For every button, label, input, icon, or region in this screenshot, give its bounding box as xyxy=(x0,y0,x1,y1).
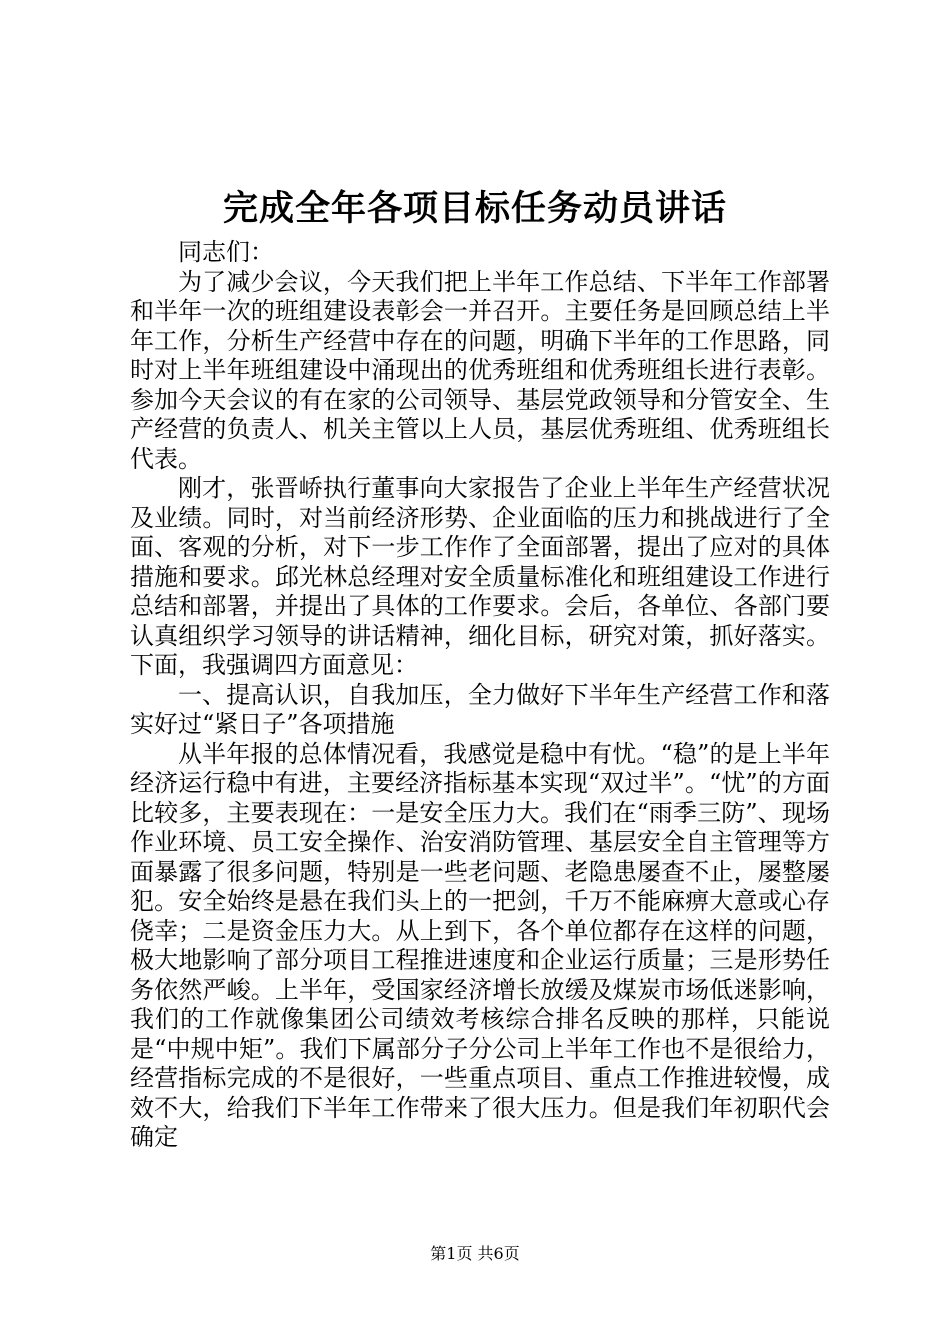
document-body xyxy=(130,238,830,1153)
document-title: 完成全年各项目标任务动员讲话 xyxy=(222,188,727,229)
body-paragraph: 刚才，张晋峤执行董事向大家报告了企业上半年生产经营状况及业绩。同时，对当前经济形势、企业面临的压力和挑战进行了全面、客观的分析，对下一步工作作了全面部署，提出了应对的具体措施和要求。邱光林总经理对安全质量标准化和班组建设工作进行总结和部署，并提出了具体的工作要求。会后，各单位、各部门要认真组织学习领导的讲话精神，细化目标，研究对策，抓好落实。下面，我强调四方面意见： xyxy=(130,474,830,679)
salutation-paragraph: 同志们： xyxy=(178,238,274,266)
body-paragraph: 为了减少会议，今天我们把上半年工作总结、下半年工作部署和半年一次的班组建设表彰会一并召开。主要任务是回顾总结上半年工作，分析生产经营中存在的问题，明确下半年的工作思路，同时对上半年班组建设中涌现出的优秀班组和优秀班组长进行表彰。参加今天会议的有在家的公司领导、基层党政领导和分管安全、生产经营的负责人、机关主管以上人员，基层优秀班组、优秀班组长代表。 xyxy=(130,267,830,473)
body-paragraph: 从半年报的总体情况看，我感觉是稳中有忧。“稳”的是上半年经济运行稳中有进，主要经济指标基本实现“双过半”。“忧”的方面比较多，主要表现在：一是安全压力大。我们在“雨季三防”、现场作业环境、员工安全操作、治安消防管理、基层安全自主管理等方面暴露了很多问题，特别是一些老问题、老隐患屡查不止，屡整屡犯。安全始终是悬在我们头上的一把剑，千万不能麻痹大意或心存侥幸；二是资金压力大。从上到下，各个单位都存在这样的问题，极大地影响了部分项目工程推进速度和企业运行质量；三是形势任务依然严峻。上半年，受国家经济增长放缓及煤炭市场低迷影响，我们的工作就像集团公司绩效考核综合排名反映的那样，只能说是“中规中矩”。我们下属部分子分公司上半年工作也不是很给力，经营指标完成的不是很好，一些重点项目、重点工作推进较慢，成效不大，给我们下半年工作带来了很大压力。但是我们年初职代会确定 xyxy=(130,739,830,1151)
section-heading: 一、提高认识，自我加压，全力做好下半年生产经营工作和落实好过“紧日子”各项措施 xyxy=(130,680,830,738)
page-footer: 第1页 共6页 xyxy=(430,1244,520,1263)
